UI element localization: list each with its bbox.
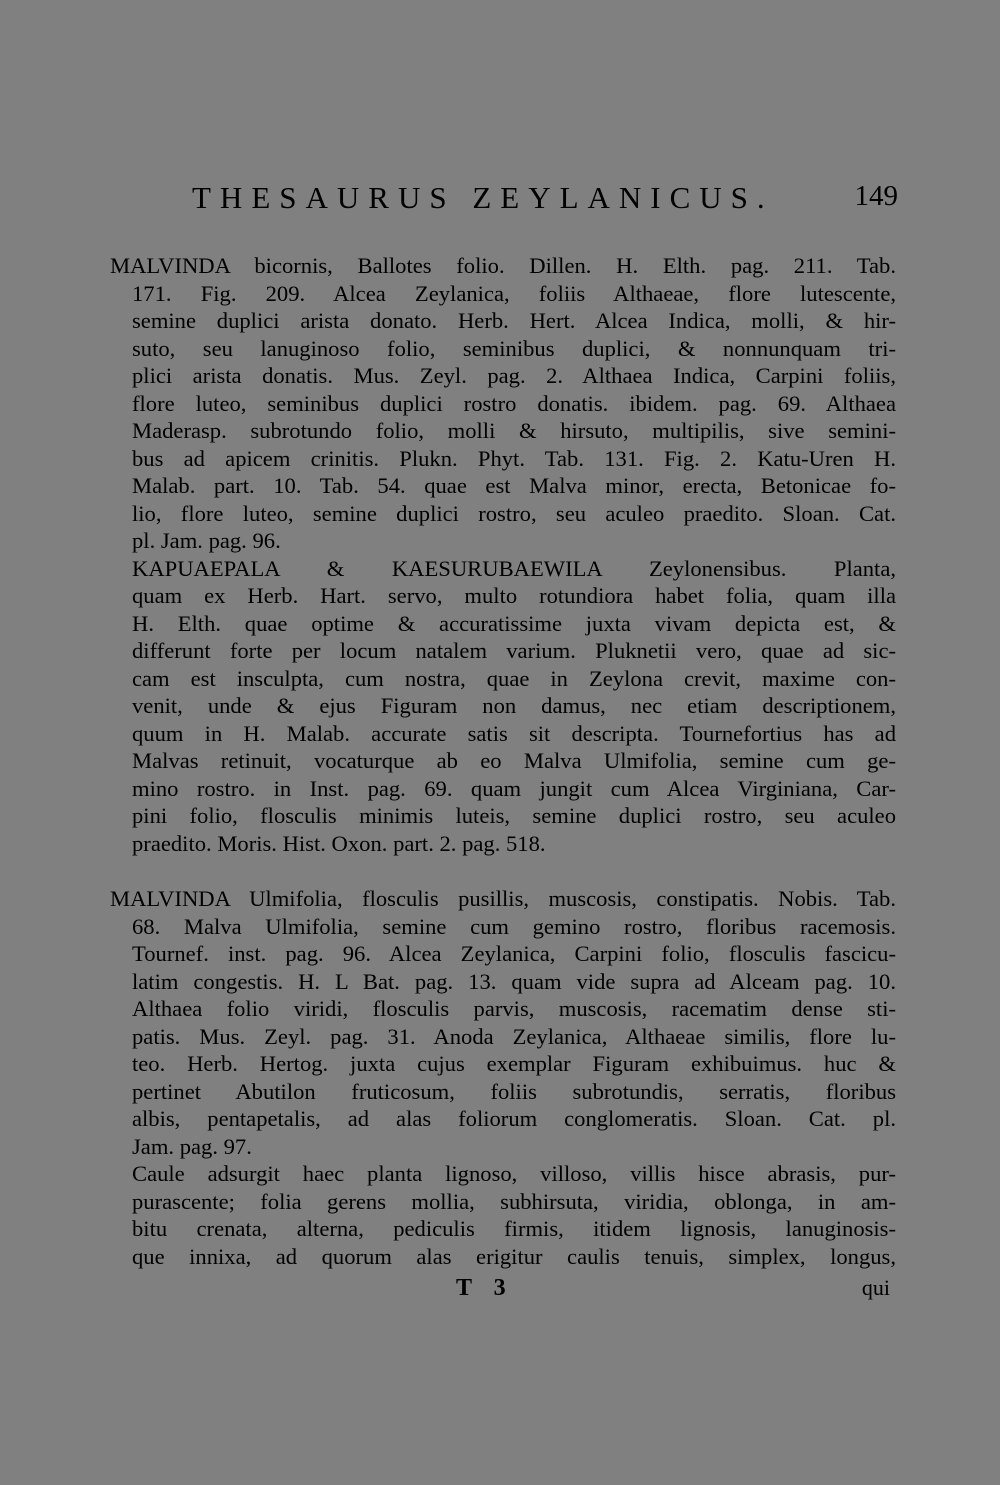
text-line: lio, flore luteo, semine duplici rostro, seu aculeo praedito. Sloan. Cat. xyxy=(132,500,896,526)
text-line: 171. Fig. 209. Alcea Zeylanica, foliis Althaeae, flore lutescente, xyxy=(132,280,896,306)
text-line: MALVINDA Ulmifolia, flosculis pusillis, muscosis, constipatis. Nobis. Tab. xyxy=(110,886,896,911)
text-line: Malab. part. 10. Tab. 54. quae est Malva minor, erecta, Betonicae fo- xyxy=(132,473,896,498)
page-footer xyxy=(110,1275,896,1309)
text-line: 68. Malva Ulmifolia, semine cum gemino rostro, floribus racemosis. xyxy=(132,913,896,939)
text-line: flore luteo, seminibus duplici rostro donatis. ibidem. pag. 69. Althaea xyxy=(132,390,896,416)
text-line: Malvas retinuit, vocaturque ab eo Malva Ulmifolia, semine cum ge- xyxy=(132,748,896,773)
text-line: bitu crenata, alterna, pediculis firmis, itidem lignosis, lanuginosis- xyxy=(132,1216,896,1241)
text-line: pertinet Abutilon fruticosum, foliis subrotundis, serratis, floribus xyxy=(132,1078,896,1104)
entry-kapuaepala xyxy=(110,555,896,858)
text-line: purascente; folia gerens mollia, subhirsuta, viridia, oblonga, in am- xyxy=(132,1188,896,1214)
page-header xyxy=(192,180,912,220)
text-line: Tournef. inst. pag. 96. Alcea Zeylanica, Carpini folio, flosculis fascicu- xyxy=(132,941,896,966)
entry-malvinda-bicornis xyxy=(110,252,896,555)
text-line: teo. Herb. Hertog. juxta cujus exemplar Figuram exhibuimus. huc & xyxy=(132,1051,896,1076)
text-line: quam ex Herb. Hart. servo, multo rotundiora habet folia, quam illa xyxy=(132,583,896,608)
text-line: H. Elth. quae optime & accuratissime juxta vivam depicta est, & xyxy=(132,610,896,636)
text-line: MALVINDA bicornis, Ballotes folio. Dillen. H. Elth. pag. 211. Tab. xyxy=(110,253,896,278)
text-line: mino rostro. in Inst. pag. 69. quam jungit cum Alcea Virginiana, Car- xyxy=(132,775,896,801)
text-line: semine duplici arista donato. Herb. Hert. Alcea Indica, molli, & hir- xyxy=(132,308,896,333)
text-line: Althaea folio viridi, flosculis parvis, muscosis, racematim dense sti- xyxy=(132,996,896,1021)
text-line: albis, pentapetalis, ad alas foliorum conglomeratis. Sloan. Cat. pl. xyxy=(132,1106,896,1131)
text-line: pini folio, flosculis minimis luteis, semine duplici rostro, seu aculeo xyxy=(132,803,896,828)
text-block xyxy=(110,252,896,1270)
text-line: latim congestis. H. L Bat. pag. 13. quam vide supra ad Alceam pag. 10. xyxy=(132,968,896,994)
text-line: quum in H. Malab. accurate satis sit descripta. Tournefortius has ad xyxy=(132,720,896,746)
text-line: que innixa, ad quorum alas erigitur caulis tenuis, simplex, longus, xyxy=(132,1243,896,1269)
text-line: cam est insculpta, cum nostra, quae in Zeylona crevit, maxime con- xyxy=(132,665,896,691)
text-line: bus ad apicem crinitis. Plukn. Phyt. Tab. 131. Fig. 2. Katu-Uren H. xyxy=(132,445,896,471)
signature-mark: T 3 xyxy=(456,1275,514,1301)
text-line: Maderasp. subrotundo folio, molli & hirsuto, multipilis, sive semini- xyxy=(132,418,896,443)
catchword: qui xyxy=(861,1275,890,1300)
text-line: suto, seu lanuginoso folio, seminibus duplici, & nonnunquam tri- xyxy=(132,335,896,361)
text-line: KAPUAEPALA & KAESURUBAEWILA Zeylonensibus. Planta, xyxy=(132,555,896,581)
text-line: praedito. Moris. Hist. Oxon. part. 2. pag. 518. xyxy=(132,830,546,856)
text-line: plici arista donatis. Mus. Zeyl. pag. 2. Althaea Indica, Carpini foliis, xyxy=(132,363,896,388)
text-line: pl. Jam. pag. 96. xyxy=(132,528,281,553)
text-line: patis. Mus. Zeyl. pag. 31. Anoda Zeylanica, Althaeae similis, flore lu- xyxy=(132,1023,896,1049)
page-number: 149 xyxy=(854,180,898,212)
text-line: Jam. pag. 97. xyxy=(132,1133,252,1159)
description-paragraph xyxy=(110,1160,896,1270)
text-line: differunt forte per locum natalem varium. Pluknetii vero, quae ad sic- xyxy=(132,638,896,663)
text-line: Caule adsurgit haec planta lignoso, villoso, villis hisce abrasis, pur- xyxy=(132,1161,896,1186)
entry-malvinda-ulmifolia xyxy=(110,885,896,1160)
text-line: venit, unde & ejus Figuram non damus, nec etiam descriptionem, xyxy=(132,693,896,718)
running-title: THESAURUS ZEYLANICUS. xyxy=(192,180,774,215)
